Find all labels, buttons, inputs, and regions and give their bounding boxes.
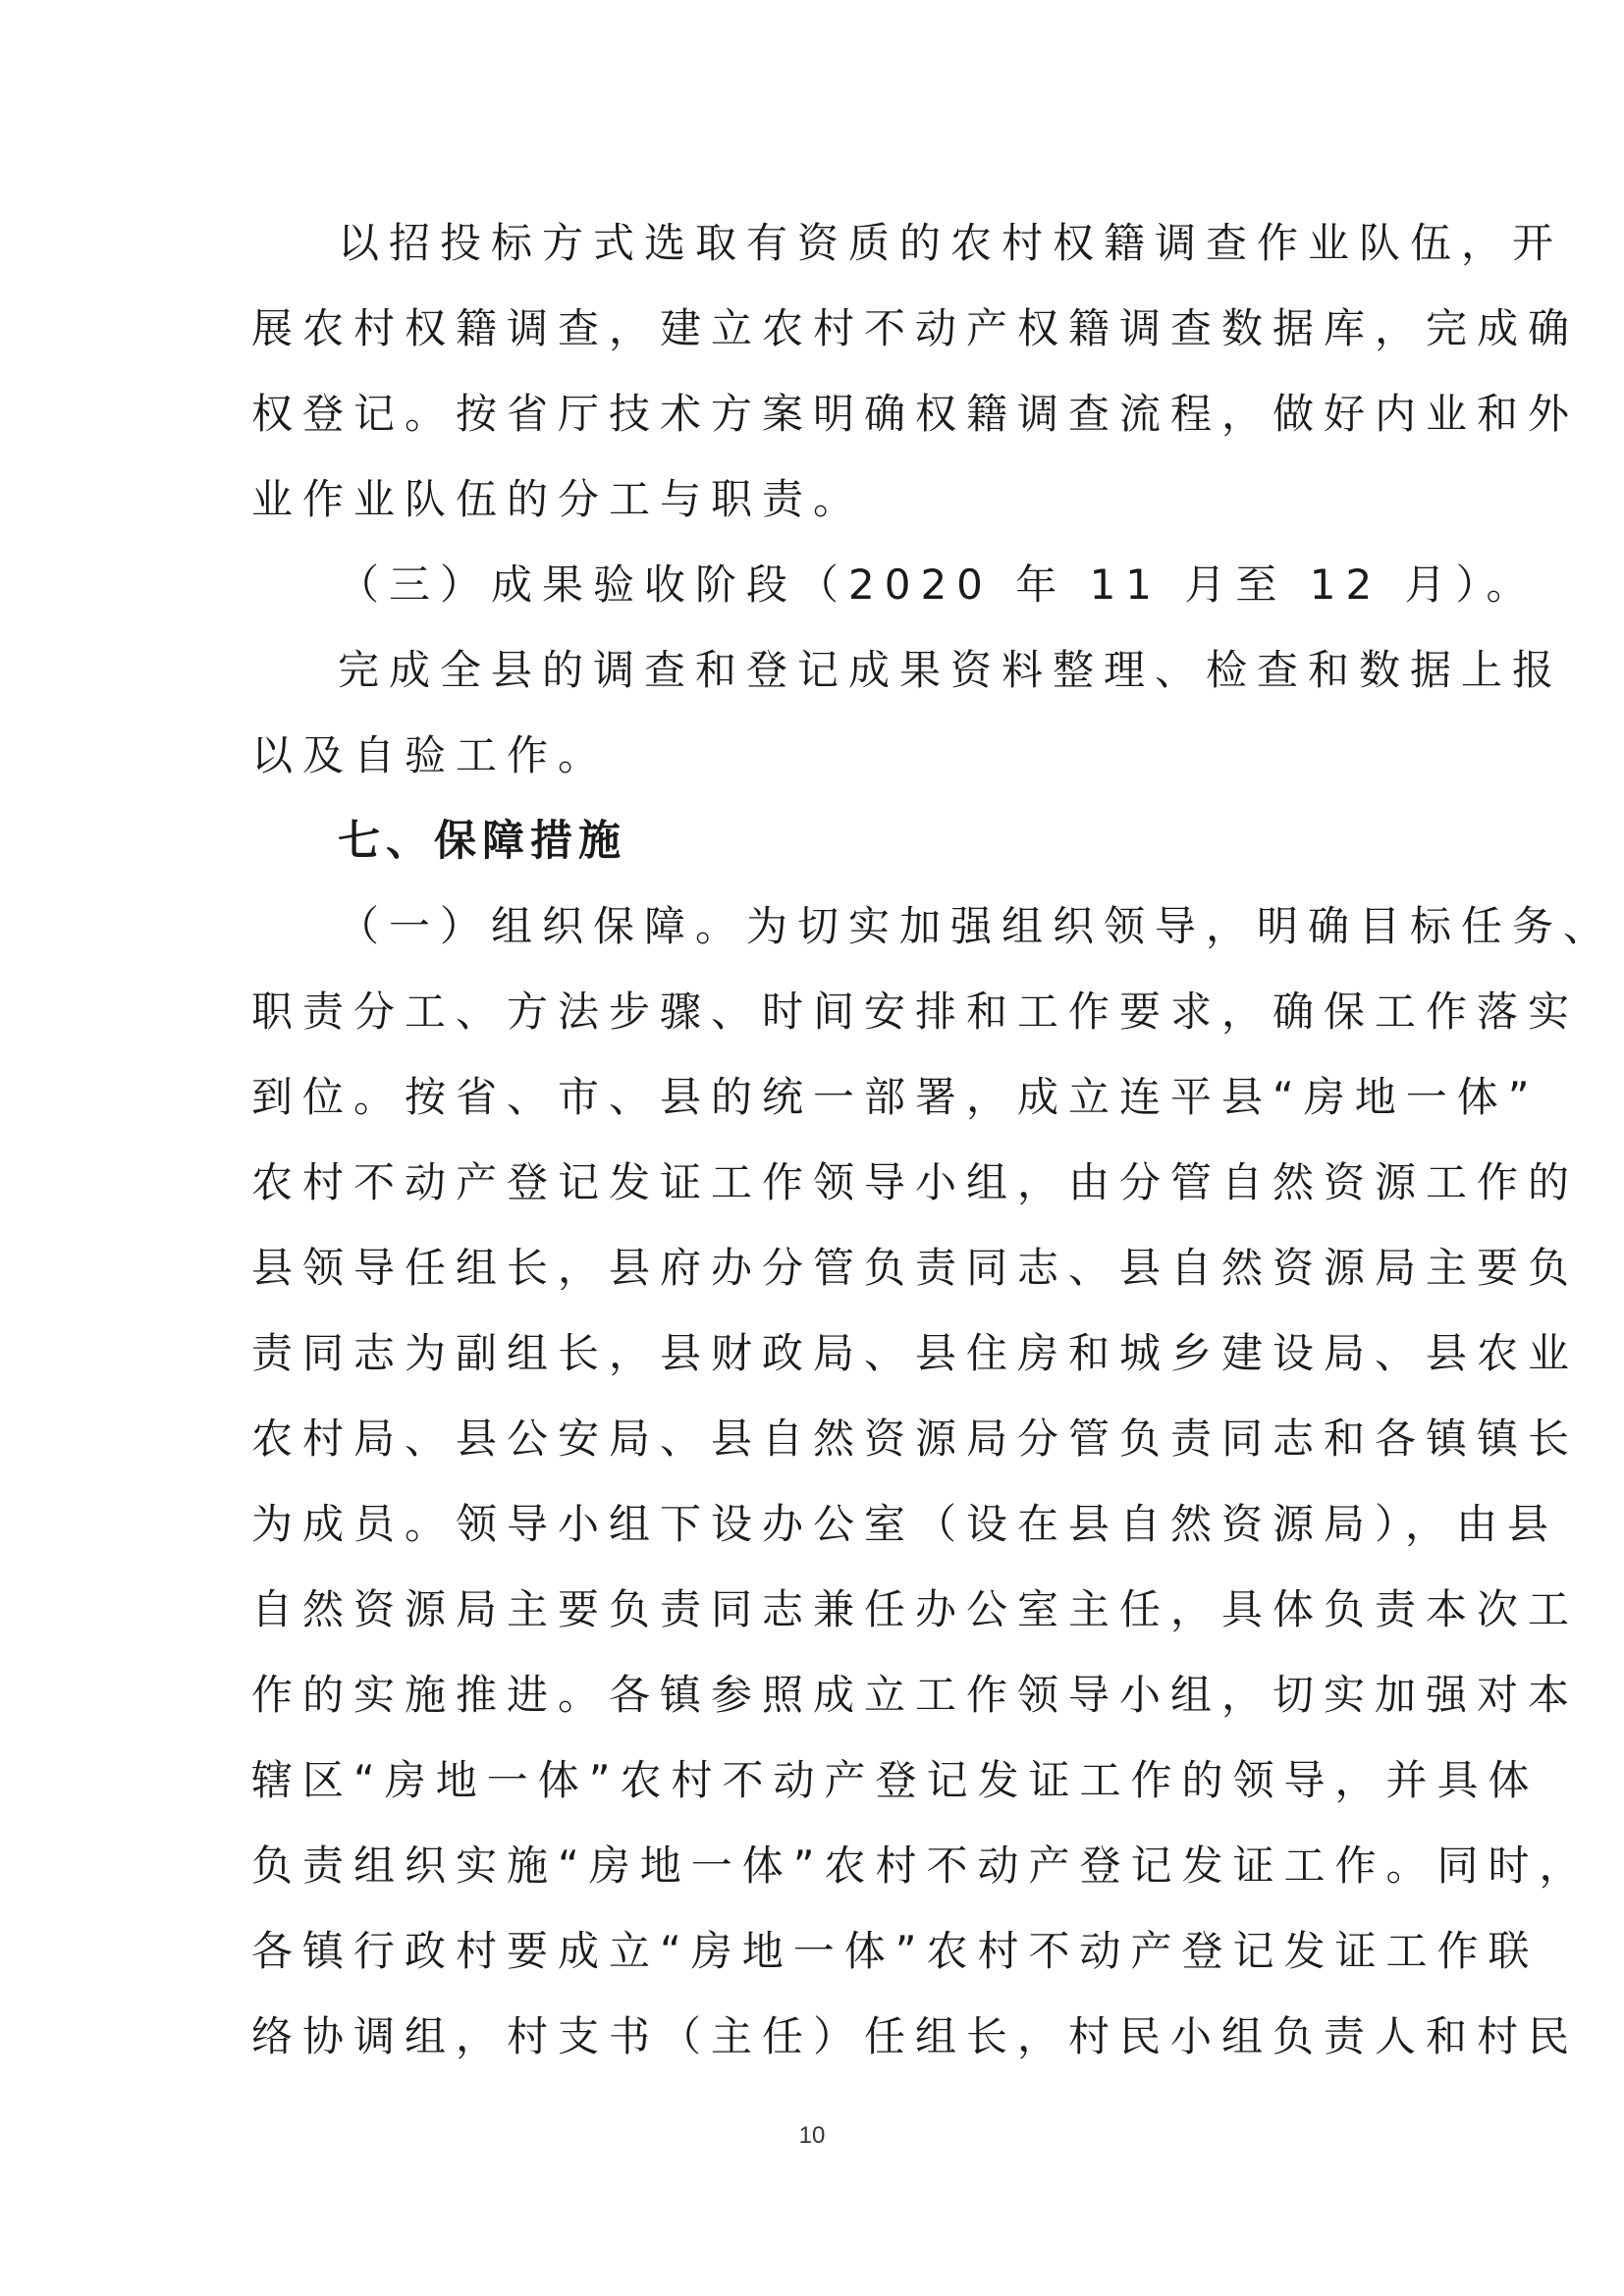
paragraph-line: 农村局、县公安局、县自然资源局分管负责同志和各镇镇长 [251,1415,1580,1463]
paragraph-line: 业作业队伍的分工与职责。 [251,475,865,523]
paragraph-line: 县领导任组长，县府办分管负责同志、县自然资源局主要负 [251,1244,1580,1292]
paragraph-line: 权登记。按省厅技术方案明确权籍调查流程，做好内业和外 [251,390,1580,438]
paragraph-line: 完成全县的调查和登记成果资料整理、检查和数据上报 [338,646,1564,694]
paragraph-line: （一）组织保障。为切实加强组织领导，明确目标任务、 [338,902,1615,950]
paragraph-line: 各镇行政村要成立“房地一体”农村不动产登记发证工作联 [251,1927,1540,1975]
paragraph-line: 辖区“房地一体”农村不动产登记发证工作的领导，并具体 [251,1756,1540,1804]
paragraph-line: 负责组织实施“房地一体”农村不动产登记发证工作。同时， [251,1842,1591,1890]
page-number: 10 [798,2122,826,2149]
paragraph-line: 络协调组，村支书（主任）任组长，村民小组负责人和村民 [251,2012,1580,2060]
paragraph-line: 为成员。领导小组下设办公室（设在县自然资源局），由县 [251,1500,1559,1548]
paragraph-line: 自然资源局主要负责同志兼任办公室主任，具体负责本次工 [251,1585,1580,1633]
paragraph-line: 职责分工、方法步骤、时间安排和工作要求，确保工作落实 [251,988,1580,1036]
paragraph-line: 以及自验工作。 [251,731,610,779]
paragraph-line: 农村不动产登记发证工作领导小组，由分管自然资源工作的 [251,1158,1580,1206]
section-heading: 七、保障措施 [338,817,626,866]
paragraph-line: 作的实施推进。各镇参照成立工作领导小组，切实加强对本 [251,1671,1580,1719]
section-subheading: （三）成果验收阶段（2020 年 11 月至 12 月）。 [338,561,1538,609]
paragraph-line: 以招投标方式选取有资质的农村权籍调查作业队伍，开 [338,219,1564,267]
paragraph-line: 责同志为副组长，县财政局、县住房和城乡建设局、县农业 [251,1329,1580,1377]
paragraph-line: 到位。按省、市、县的统一部署，成立连平县“房地一体” [251,1073,1540,1121]
paragraph-line: 展农村权籍调查，建立农村不动产权籍调查数据库，完成确 [251,304,1580,352]
